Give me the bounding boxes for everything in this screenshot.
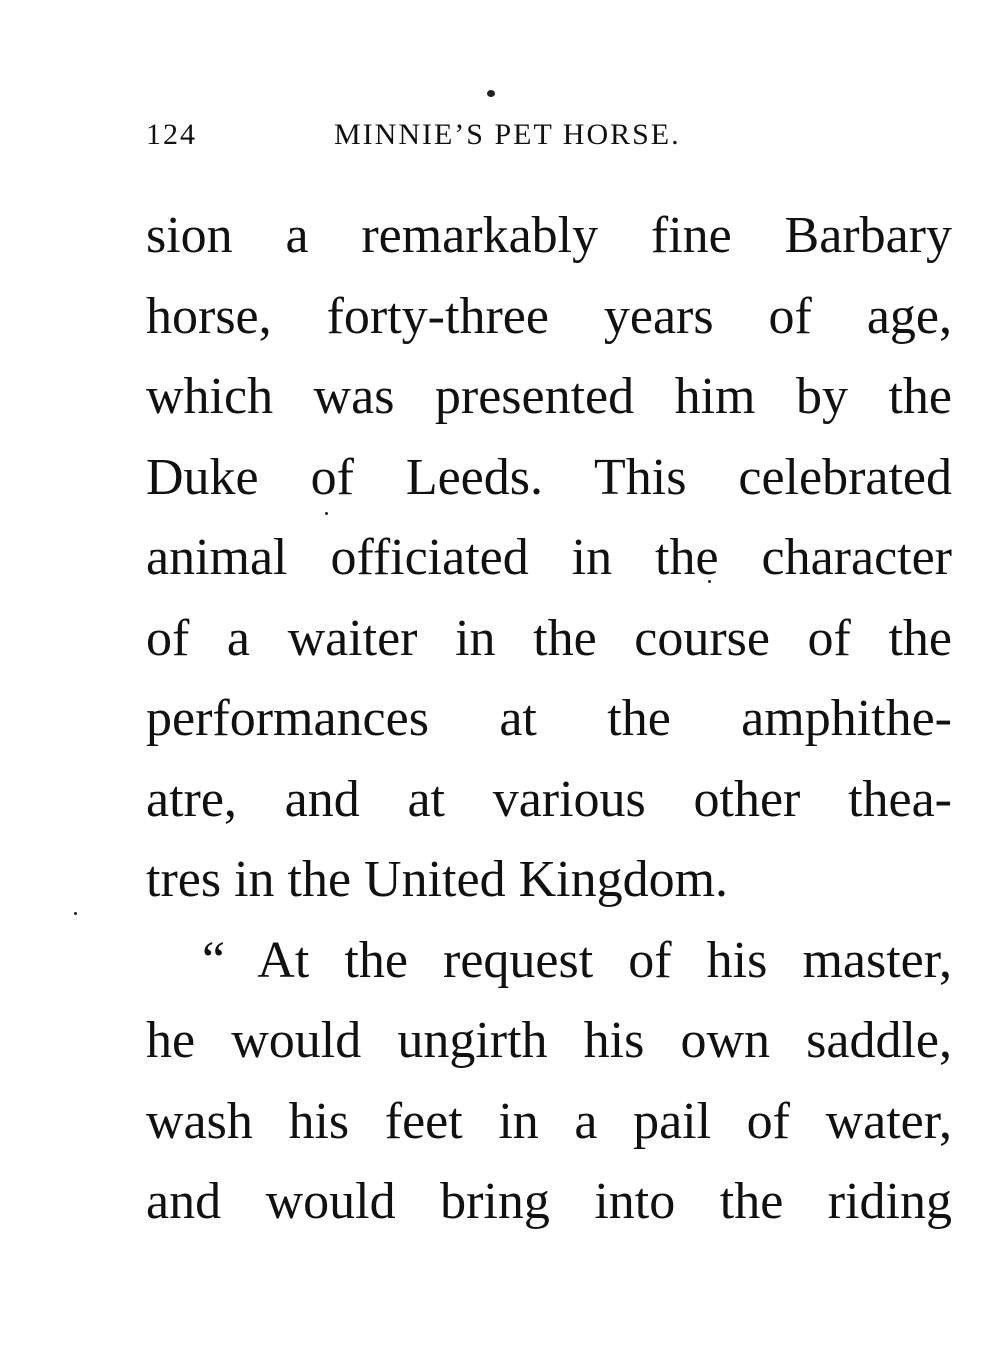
text-line: animal officiated in the character xyxy=(146,529,952,586)
ink-speck xyxy=(487,90,495,97)
text-line: wash his feet in a pail of water, xyxy=(146,1092,952,1150)
ink-speck xyxy=(74,912,77,915)
text-line: he would ungirth his own saddle, xyxy=(146,1012,952,1069)
text-line: “ At the request of his master, xyxy=(202,931,952,989)
text-line: atre, and at various other thea- xyxy=(146,770,952,828)
page-number: 124 xyxy=(146,118,197,151)
text-line: of a waiter in the course of the xyxy=(146,609,952,667)
text-line: performances at the amphithe- xyxy=(146,690,952,747)
page-header xyxy=(146,118,766,162)
text-line: Duke of Leeds. This celebrated xyxy=(146,448,952,506)
text-line: sion a remarkably fine Barbary xyxy=(146,207,952,264)
text-line: which was presented him by the xyxy=(146,368,952,425)
running-title: MINNIE’S PET HORSE. xyxy=(334,118,681,151)
text-line: and would bring into the riding xyxy=(146,1173,952,1230)
text-line: tres in the United Kingdom. xyxy=(146,851,729,908)
text-line: horse, forty-three years of age, xyxy=(146,287,952,345)
body-text xyxy=(146,196,952,1243)
